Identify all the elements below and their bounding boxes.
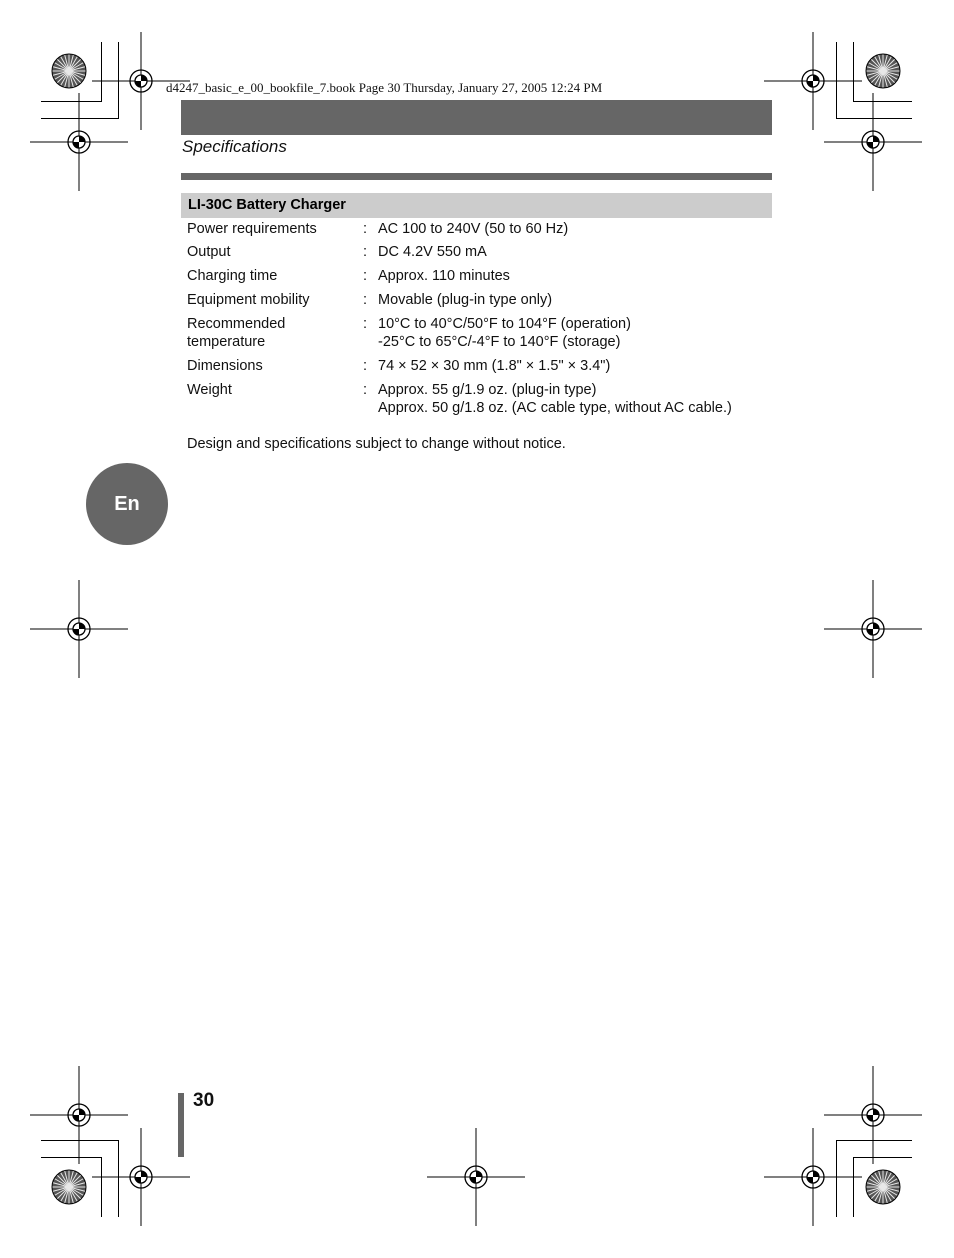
spec-separator: : [363, 358, 368, 374]
spec-value: DC 4.2V 550 mA [378, 244, 487, 260]
notice-text: Design and specifications subject to change without notice. [187, 436, 566, 452]
registration-mark-icon [30, 1066, 128, 1164]
spec-label: Equipment mobility [187, 292, 310, 308]
spec-label: Charging time [187, 268, 278, 284]
spec-table-heading [181, 193, 772, 218]
spec-separator: : [363, 221, 368, 237]
spec-value: 74 × 52 × 30 mm (1.8" × 1.5" × 3.4") [378, 358, 611, 374]
spec-separator: : [363, 292, 368, 308]
spec-separator: : [363, 244, 368, 260]
header-bar [181, 100, 772, 135]
registration-mark-icon [824, 580, 922, 678]
color-wheel-icon [866, 1170, 900, 1204]
spec-value: Movable (plug-in type only) [378, 292, 553, 308]
registration-mark-icon [30, 580, 128, 678]
spec-label [187, 315, 357, 351]
spec-label: Dimensions [187, 358, 263, 374]
page-number-bar [178, 1093, 184, 1157]
page-number: 30 [193, 1090, 215, 1111]
section-rule [181, 173, 772, 180]
spec-label: Weight [187, 382, 232, 398]
spec-value: AC 100 to 240V (50 to 60 Hz) [378, 221, 569, 237]
spec-value-line: 10°C to 40°C/50°F to 104°F (operation) [378, 316, 631, 332]
registration-mark-icon [92, 1128, 190, 1226]
spec-label: Output [187, 244, 231, 260]
registration-mark-icon [427, 1128, 525, 1226]
spec-label-line: Recommended [187, 316, 286, 332]
spec-separator: : [363, 382, 368, 398]
print-slug: d4247_basic_e_00_bookfile_7.book Page 30 Thursday, January 27, 2005 12:24 PM [166, 80, 603, 95]
spec-separator: : [363, 316, 368, 332]
registration-mark-icon [824, 93, 922, 191]
color-wheel-icon [52, 54, 86, 88]
spec-separator: : [363, 268, 368, 284]
spec-table-title: LI-30C Battery Charger [188, 197, 346, 213]
registration-mark-icon [824, 1066, 922, 1164]
registration-mark-icon [30, 93, 128, 191]
spec-value [378, 315, 631, 351]
color-wheel-icon [866, 54, 900, 88]
spec-value-line: Approx. 55 g/1.9 oz. (plug-in type) [378, 382, 597, 398]
language-tab [86, 463, 168, 545]
registration-mark-icon [764, 1128, 862, 1226]
spec-label-line: temperature [187, 334, 266, 350]
color-wheel-icon [52, 1170, 86, 1204]
language-tab-label: En [114, 492, 140, 515]
spec-label: Power requirements [187, 221, 317, 237]
section-title: Specifications [182, 137, 287, 156]
spec-value-line: Approx. 50 g/1.8 oz. (AC cable type, without AC cable.) [378, 400, 732, 416]
spec-value: Approx. 110 minutes [378, 268, 510, 284]
spec-value [378, 381, 732, 417]
spec-value-line: -25°C to 65°C/-4°F to 140°F (storage) [378, 334, 621, 350]
registration-mark-icon [764, 32, 862, 130]
